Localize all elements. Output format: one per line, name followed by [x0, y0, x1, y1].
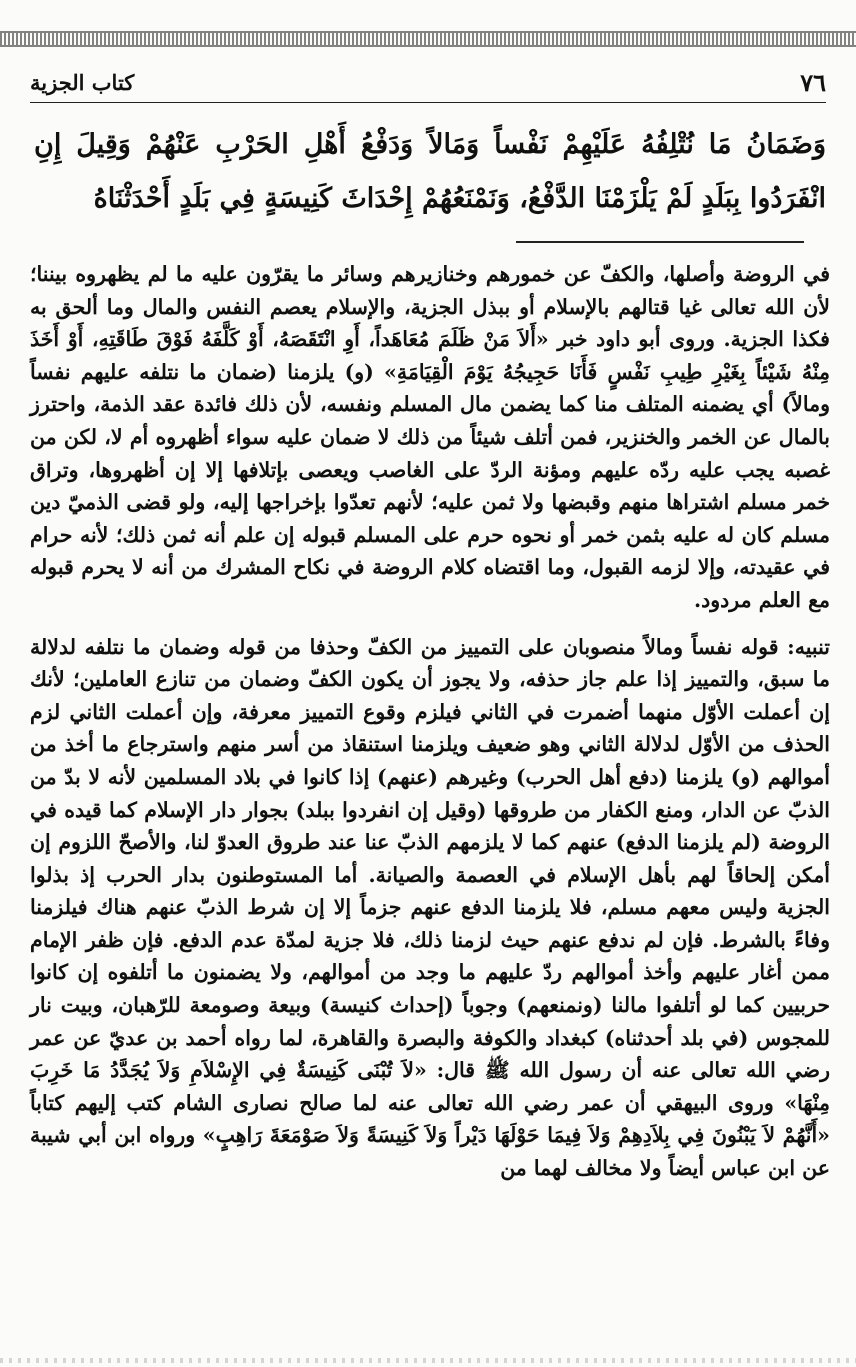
ornamental-top-border — [0, 30, 856, 48]
matn-text: وَضَمَانُ مَا نُتْلِفُهُ عَلَيْهِمْ نَفْساً وَمَالاً وَدَفْعُ أَهْلِ الحَرْبِ عَنْهُمْ وَقِيلَ إِنِ انْفَرَدُوا بِبَلَدٍ لَمْ يَلْزَمْنَا الدَّفْعُ، وَنَمْنَعُهُمْ إِحْدَاثَ كَنِيسَةٍ فِي بَلَدٍ أَحْدَثْنَاهُ — [34, 129, 826, 214]
page-number: ٧٦ — [800, 67, 826, 97]
commentary-paragraph-1: في الروضة وأصلها، والكفّ عن خمورهم وخنازيرهم وسائر ما يقرّون عليه ما لم يظهروه بيننا؛ لأن الله تعالى غيا قتالهم بالإسلام أو ببذل الجزية، والإسلام يعصم النفس والمال وما ألحق به فكذا الجزية. وروى أبو داود خبر «أَلاَ مَنْ ظَلَمَ مُعَاهَداً، أَوِ انْتَقَصَهُ، أَوْ كَلَّفَهُ فَوْقَ طَاقَتِهِ، أَوْ أَخَذَ مِنْهُ شَيْئاً بِغَيْرِ طِيبِ نَفْسٍ فَأَنَا حَجِيجُهُ يَوْمَ الْقِيَامَةِ» (و) يلزمنا (ضمان ما نتلفه عليهم نفساً ومالاً) أي يضمنه المتلف منا كما يضمن مال المسلم ونفسه، لأن ذلك فائدة عقد الذمة، واحترز بالمال عن الخمر والخنزير، فمن أتلف شيئاً من ذلك لا ضمان عليه سواء أظهروه أم لا، لكن من غصبه يجب عليه ردّه عليهم ومؤنة الردّ على الغاصب ويعصى بإتلافها إلا إن أظهروها، وتراق خمر مسلم اشتراها منهم وقبضها ولا ثمن عليه؛ لأنهم تعدّوا بإخراجها إليه، ولو قضى الذميّ دين مسلم كان له عليه بثمن خمر أو نحوه حرم على المسلم قبوله إن علم أنه ثمن ذلك؛ لأنه حرام في عقيدته، وإلا لزمه القبول، وما اقتضاه كلام الروضة في نكاح المشرك من أنه لا يحرم قبوله مع العلم مردود. — [30, 262, 830, 612]
commentary-body — [30, 258, 830, 1185]
book-title: كتاب الجزية — [30, 69, 135, 95]
ornament-chain — [0, 31, 856, 47]
scan-edge — [0, 1358, 856, 1363]
commentary-paragraph-2: تنبيه: قوله نفساً ومالاً منصوبان على التمييز من الكفّ وحذفا من قوله وضمان ما نتلفه لدلالة ما سبق، والتمييز إذا علم جاز حذفه، ولا يجوز أن يكون الكفّ وضمان من تنازع العاملين؛ لأنك إن أعملت الأوّل منهما أضمرت في الثاني فيلزم وقوع التمييز معرفة، وإن أعملت الثاني لزم الحذف من الأوّل لدلالة الثاني وهو ضعيف ويلزمنا استنقاذ من أسر منهم واسترجاع ما أخذ من أموالهم (و) يلزمنا (دفع أهل الحرب) وغيرهم (عنهم) إذا كانوا في بلاد المسلمين لأنه لا بدّ من الذبّ عن الدار، ومنع الكفار من طروقها (وقيل إن انفردوا ببلد) بجوار دار الإسلام كما قيده في الروضة (لم يلزمنا الدفع) عنهم كما لا يلزمهم الذبّ عنا عند طروق العدوّ لنا، والأصحّ اللزوم إن أمكن إلحاقاً لهم بأهل الإسلام في العصمة والصيانة. أما المستوطنون بدار الحرب إذ بذلوا الجزية وليس معهم مسلم، فلا يلزمنا الدفع عنهم جزماً إلا إن شرط الذبّ عنهم هناك فيلزمنا وفاءً بالشرط. فإن لم ندفع عنهم حيث لزمنا ذلك، فلا جزية لمدّة عدم الدفع. فإن ظفر الإمام ممن أغار عليهم وأخذ أموالهم ردّ عليهم ما وجد من أموالهم، ولا يضمنون ما أتلفوه إن كانوا حربيين كما لو أتلفوا مالنا (ونمنعهم) وجوباً (إحداث كنيسة) وبيعة وصومعة للرّهبان، وبيت نار للمجوس (في بلد أحدثناه) كبغداد والكوفة والبصرة والقاهرة، لما رواه أحمد بن عديّ عن عمر رضي الله تعالى عنه أن رسول الله ﷺ قال: «لاَ تُبْنَى كَنِيسَةٌ فِي الإِسْلاَمِ وَلاَ يُجَدَّدُ مَا خَرِبَ مِنْهَا» وروى البيهقي أن عمر رضي الله تعالى عنه لما صالح نصارى الشام كتب إليهم كتاباً «أَنَّهُمْ لاَ يَبْنُونَ فِي بِلاَدِهِمْ وَلاَ فِيمَا حَوْلَهَا دَيْراً وَلاَ كَنِيسَةً وَلاَ صَوْمَعَةَ رَاهِبٍ» ورواه ابن أبي شيبة عن ابن عباس أيضاً ولا مخالف لهما من — [30, 634, 830, 1181]
matn-separator — [516, 241, 804, 243]
page-header — [30, 62, 826, 103]
